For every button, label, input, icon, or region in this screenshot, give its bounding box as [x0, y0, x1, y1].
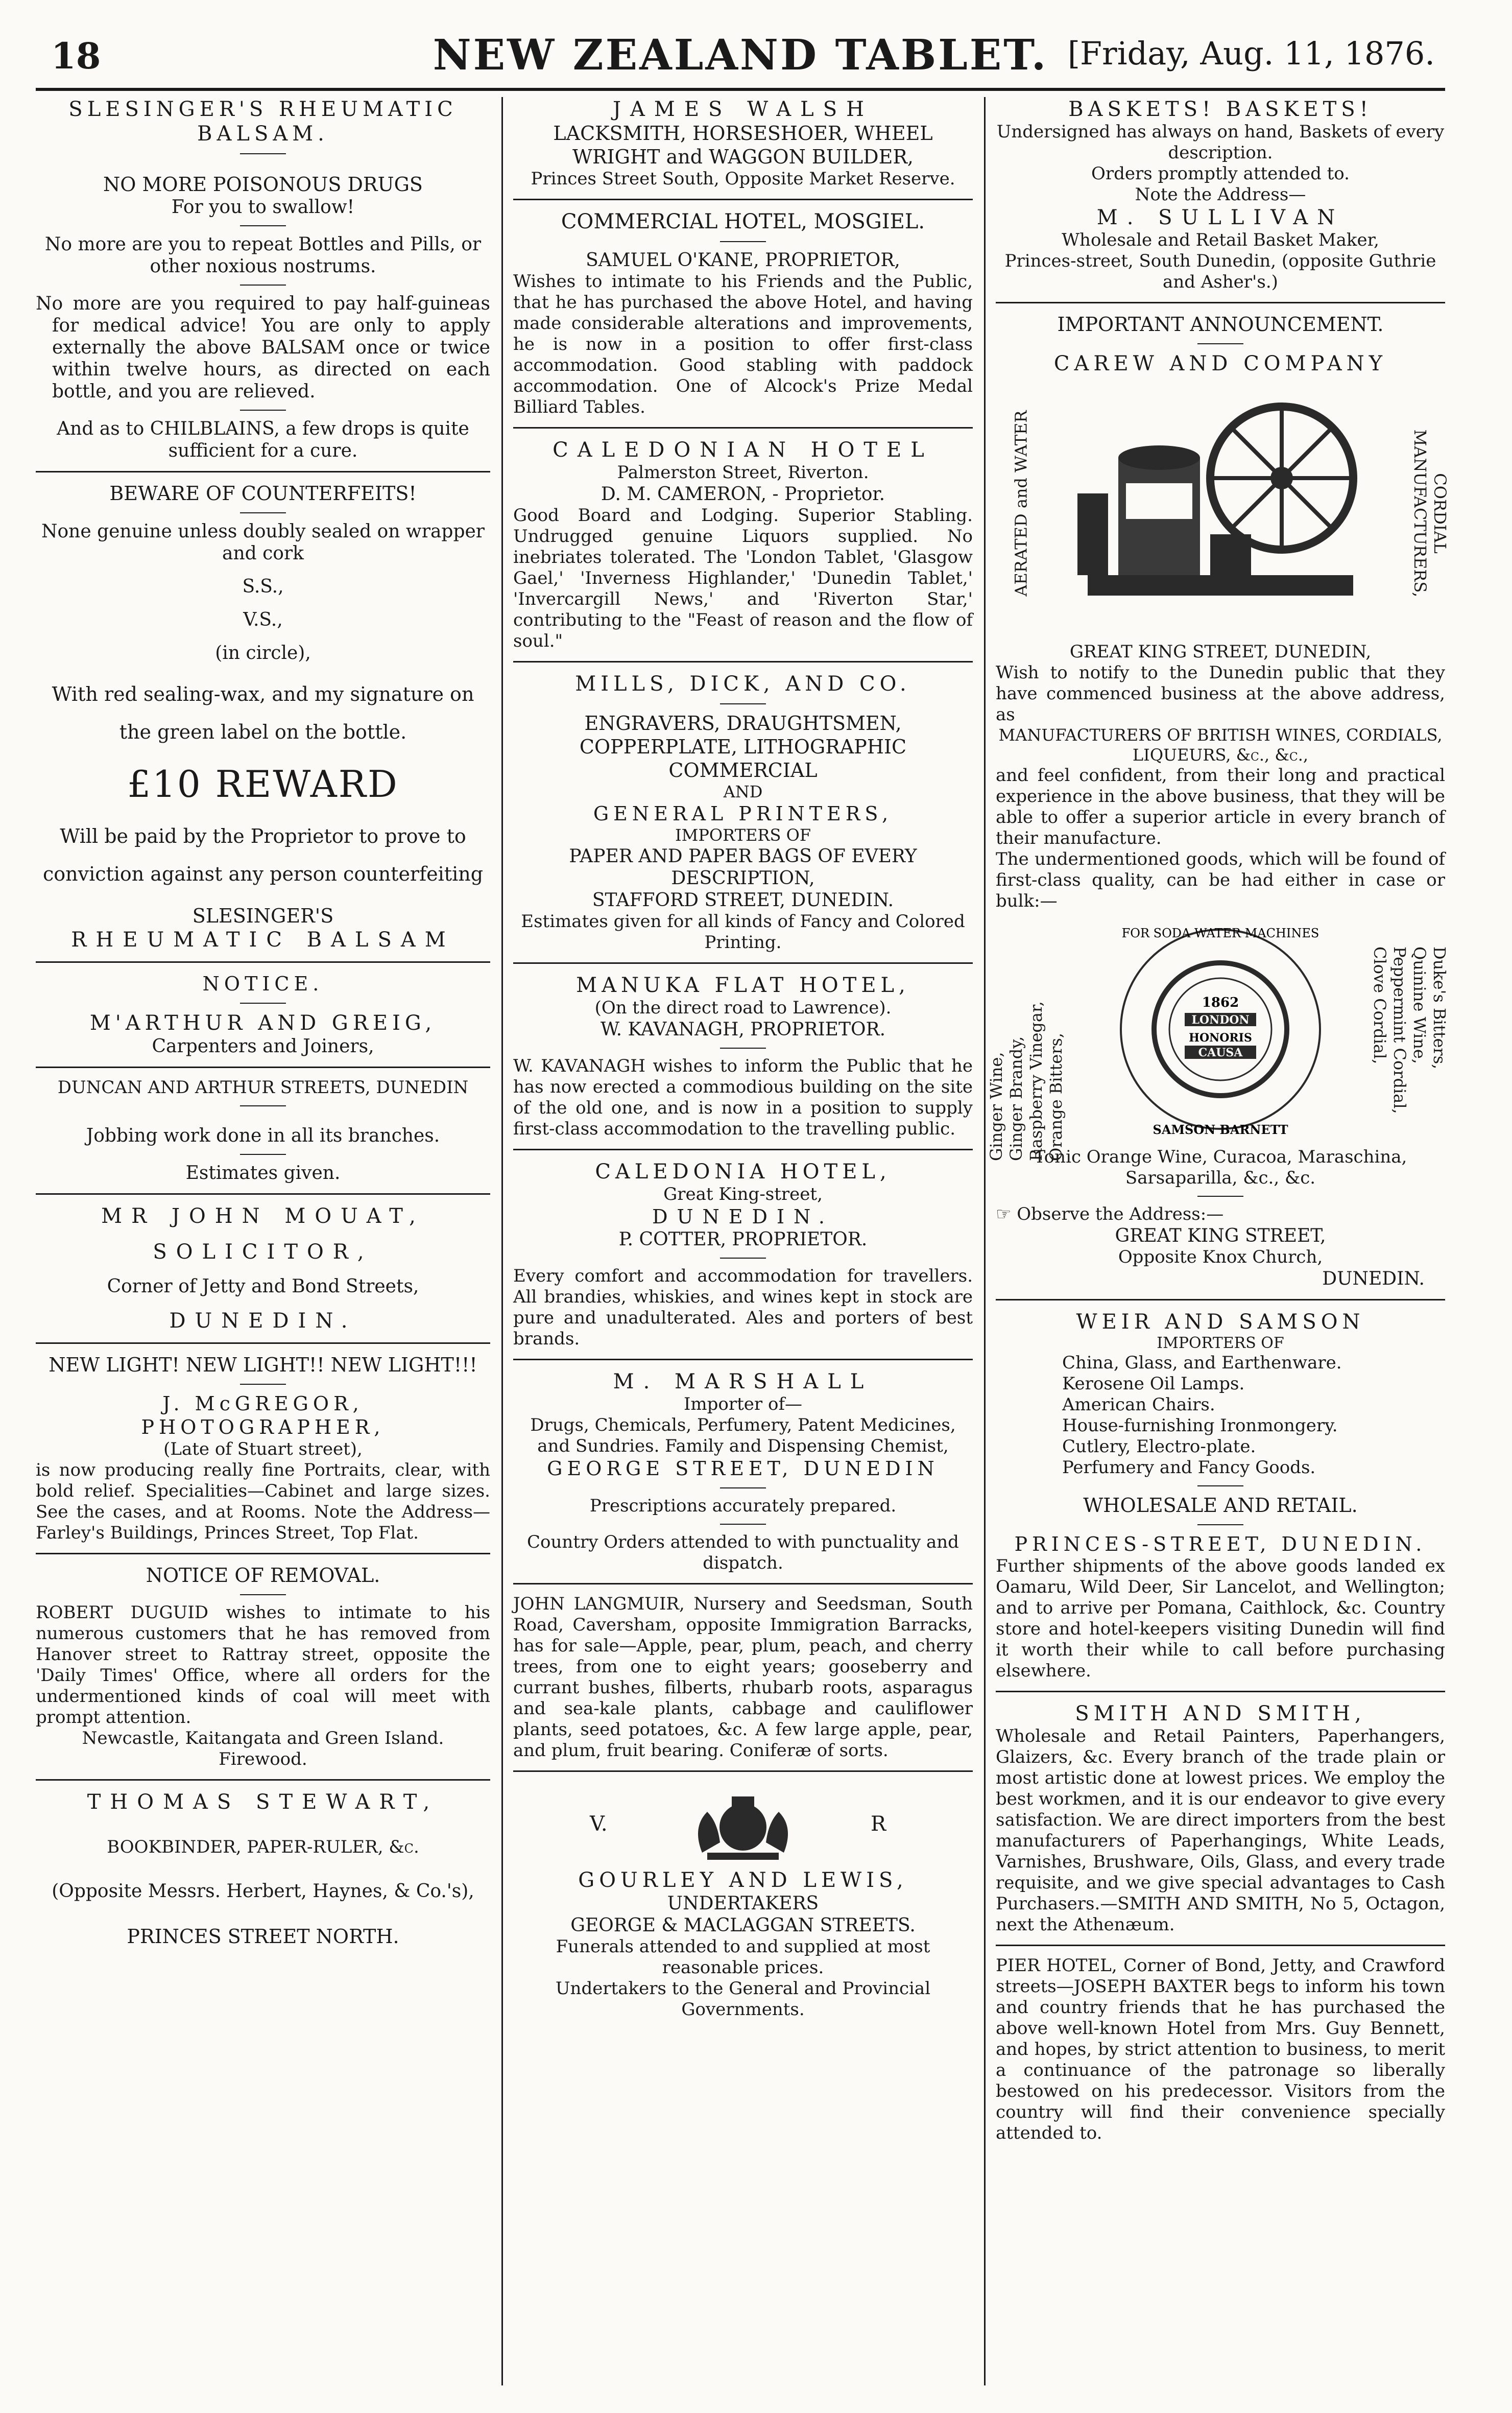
ad-heading: STAFFORD STREET, DUNEDIN.	[592, 890, 894, 911]
ad-heading: CAREW AND COMPANY	[1053, 352, 1387, 375]
ad-text: None genuine unless doubly sealed on wrapper and cork	[41, 521, 485, 564]
ad-text: BOOKBINDER, PAPER-RULER, &c.	[107, 1837, 419, 1857]
divider	[240, 1003, 286, 1004]
ad-heading: COPPERPLATE, LITHOGRAPHIC COMMERCIAL	[579, 736, 907, 782]
ad-heading: WEIR AND SAMSON	[1076, 1310, 1365, 1334]
divider	[240, 1105, 286, 1106]
ad-mcgregor	[36, 1353, 490, 1544]
pointing-hand-icon: ☞	[996, 1204, 1012, 1224]
observe-text: Observe the Address:—	[1017, 1204, 1224, 1224]
ad-text: No more are you to repeat Bottles and Pills, or other noxious nostrums.	[44, 234, 482, 277]
ad-text: Every comfort and accommodation for travellers. All brandies, whiskies, and wines kept in stock are pure and unadulterated. Ales and porters of best brands.	[513, 1266, 973, 1349]
ad-text: Jobbing work done in all its branches.	[86, 1125, 440, 1146]
divider	[240, 1154, 286, 1155]
product-item: Clove Cordial,	[1370, 947, 1389, 1064]
product-item: Quinine Wine,	[1410, 947, 1429, 1064]
medal-top-text: FOR SODA WATER MACHINES	[1121, 926, 1319, 940]
divider	[36, 1067, 490, 1068]
ad-text: W. KAVANAGH wishes to inform the Public that he has now erected a commodious building on the site of the old one, and is now in a position to supply first-class accommodation to the travelling public.	[513, 1056, 973, 1139]
product-item: Peppermint Cordial,	[1390, 947, 1409, 1114]
divider	[240, 1594, 286, 1595]
ad-heading: J. McGREGOR, PHOTOGRAPHER,	[141, 1392, 385, 1438]
ad-text: (Opposite Messrs. Herbert, Haynes, & Co.'s),	[52, 1881, 474, 1902]
list-item: House-furnishing Ironmongery.	[1062, 1415, 1338, 1436]
product-item: Duke's Bitters,	[1430, 947, 1449, 1070]
ad-text: Wholesale and Retail Basket Maker,	[1062, 230, 1379, 250]
divider	[513, 661, 973, 663]
ad-carew	[987, 313, 1450, 1290]
masthead	[36, 20, 1445, 87]
ad-text: For you to swallow!	[171, 197, 355, 218]
divider	[1197, 1196, 1243, 1197]
ad-heading: CALEDONIAN HOTEL	[553, 438, 933, 462]
ad-walsh	[513, 97, 973, 190]
ad-pier-hotel	[996, 1955, 1445, 2144]
ad-text: With red sealing-wax, and my signature on the green label on the bottle.	[52, 683, 474, 743]
ad-text: AND	[723, 782, 763, 801]
ad-text: GREAT KING STREET, DUNEDIN,	[1069, 642, 1372, 662]
ad-text: Princes Street South, Opposite Market Reserve.	[531, 169, 955, 189]
ad-text	[996, 1204, 1445, 1225]
ad-heading: GEORGE STREET, DUNEDIN	[547, 1457, 939, 1480]
vr-letter-r: R	[871, 1812, 886, 1836]
divider	[513, 962, 973, 964]
ad-text: Undertakers to the General and Provincial Governments.	[555, 1978, 931, 2020]
divider	[36, 961, 490, 963]
ad-text: SLESINGER'S	[192, 905, 334, 927]
ad-heading: DUNEDIN.	[1322, 1268, 1425, 1289]
ad-text: Note the Address—	[1135, 184, 1306, 205]
ad-slesinger	[36, 97, 490, 952]
medal-london: LONDON	[1191, 1013, 1250, 1027]
ad-smith-smith	[996, 1701, 1445, 1935]
divider	[720, 1258, 766, 1259]
ad-text: Further shipments of the above goods landed ex Oamaru, Wild Deer, Sir Lancelot, and Wellington; and to arrive per Pomana, Caithlock, &c. Country store and hotel-keepers visiting Dunedin will find it worth their while to call before purchasing elsewhere.	[996, 1556, 1445, 1681]
product-item: Ginger Wine,	[987, 1052, 1006, 1161]
ad-heading: MANUKA FLAT HOTEL,	[576, 974, 910, 997]
ad-heading: SAMUEL O'KANE, PROPRIETOR,	[586, 250, 900, 271]
list-item: American Chairs.	[1062, 1394, 1215, 1415]
ad-heading: SLESINGER'S RHEUMATIC BALSAM.	[68, 98, 458, 146]
ad-text: (in circle),	[215, 643, 311, 664]
ad-heading: IMPORTANT ANNOUNCEMENT.	[1057, 313, 1384, 336]
divider	[1197, 1524, 1243, 1525]
column-divider	[501, 97, 503, 2385]
divider	[996, 1691, 1445, 1692]
divider	[513, 199, 973, 200]
ad-text: Opposite Knox Church,	[1118, 1247, 1323, 1267]
divider	[513, 427, 973, 429]
ad-text: No more are you required to pay half-guineas for medical advice! You are only to apply externally the above BALSAM once or twice within twelve hours, as directed on each bottle, and you are relieved.	[36, 293, 490, 402]
ad-text: IMPORTERS OF	[1157, 1334, 1284, 1352]
ad-manuka	[513, 973, 973, 1140]
ad-text: Estimates given.	[185, 1163, 341, 1184]
ad-heading: M. MARSHALL	[613, 1370, 873, 1393]
ad-text: and feel confident, from their long and practical experience in the above business, that they will be able to offer a superior article in every branch of their manufacture.	[996, 765, 1445, 848]
medal-year: 1862	[1202, 995, 1239, 1010]
ad-heading: NOTICE.	[202, 973, 324, 995]
ad-weir-samson	[996, 1310, 1445, 1682]
ad-heading: W. KAVANAGH, PROPRIETOR.	[600, 1019, 886, 1040]
ad-heading: SOLICITOR,	[153, 1240, 373, 1264]
ad-text: Country Orders attended to with punctuality and dispatch.	[527, 1532, 959, 1573]
divider	[36, 1553, 490, 1554]
list-item: China, Glass, and Earthenware.	[1062, 1353, 1342, 1373]
ad-text: The undermentioned goods, which will be found of first-class quality, can be had either in case or bulk:—	[996, 849, 1445, 911]
ad-text: ROBERT DUGUID wishes to intimate to his numerous customers that he has removed from Hanover street to Rattray street, opposite the 'Daily Times' Office, where all orders for the undermentioned kinds of coal will meet with prompt attention.	[36, 1602, 490, 1728]
ad-text: Funerals attended to and supplied at most reasonable prices.	[556, 1936, 930, 1978]
ad-heading: PAPER AND PAPER BAGS OF EVERY DESCRIPTION,	[569, 846, 917, 889]
divider	[996, 302, 1445, 303]
ad-heading: COMMERCIAL HOTEL, MOSGIEL.	[561, 210, 925, 233]
ad-heading: RHEUMATIC BALSAM	[71, 928, 455, 952]
divider	[240, 225, 286, 226]
ad-heading: MILLS, DICK, AND CO.	[575, 672, 911, 696]
product-item: Raspberry Vinegar,	[1026, 1001, 1046, 1161]
ad-text: Estimates given for all kinds of Fancy and Colored Printing.	[521, 911, 965, 953]
divider	[240, 410, 286, 411]
ad-text: Undersigned has always on hand, Baskets of every description.	[996, 122, 1445, 163]
medal-honoris: HONORIS	[1189, 1031, 1252, 1045]
side-label-right: CORDIAL MANUFACTURERS,	[1410, 429, 1450, 598]
divider	[720, 1524, 766, 1525]
ad-notice	[36, 972, 490, 1184]
ad-heading: JAMES WALSH	[612, 98, 874, 121]
product-item: Orange Bitters,	[1046, 1032, 1066, 1161]
ad-text: Princes-street, South Dunedin, (opposite Guthrie and Asher's.)	[1004, 251, 1436, 292]
ad-caledonia-hotel	[513, 1160, 973, 1350]
ad-caledonian-hotel	[513, 438, 973, 652]
ad-text: V.S.,	[243, 609, 283, 630]
product-list-right	[1370, 947, 1449, 1161]
ad-text: Orders promptly attended to.	[1091, 163, 1350, 184]
ad-commercial-hotel	[513, 209, 973, 418]
column-divider	[984, 97, 986, 2385]
ad-heading: LACKSMITH, HORSESHOER, WHEEL WRIGHT and WAGGON BUILDER,	[553, 122, 933, 168]
list-item: Perfumery and Fancy Goods.	[1062, 1457, 1316, 1478]
ad-text: Importer of—	[683, 1394, 803, 1414]
divider	[996, 1299, 1445, 1300]
column-1	[36, 97, 490, 2385]
ad-text: JOHN LANGMUIR, Nursery and Seedsman, South Road, Caversham, opposite Immigration Barracks, has for sale—Apple, pear, plum, peach, and cherry trees, from one to eight years; gooseberry and currant bushes, filberts, rhubarb roots, asparagus and sea-kale plants, cabbage and cauliflower plants, seed potatoes, &c. A few large apple, pear, and plum, fruit bearing. Coniferæ of sorts.	[513, 1594, 973, 1761]
ad-text: Wholesale and Retail Painters, Paperhangers, Glaizers, &c. Every branch of the trade plain or most artistic done at lowest prices. We employ the best workmen, and it is our endeavor to give every satisfaction. We are direct importers from the best manufacturers of Paperhangings, White Leads, Varnishes, Brushware, Oils, Glass, and every trade requisite, and we give special advantages to Cash Purchasers.—SMITH AND SMITH, No 5, Octagon, next the Athenæum.	[996, 1726, 1445, 1935]
ad-heading: NO MORE POISONOUS DRUGS	[103, 173, 423, 196]
ad-text: PIER HOTEL, Corner of Bond, Jetty, and Crawford streets—JOSEPH BAXTER begs to inform his town and country friends that he has purchased the above well-known Hotel from Mrs. Guy Bennett, and hopes, by strict attention to business, to merit a continuance of the patronage so liberally bestowed on his predecessor. Visitors from the country will find their convenience specially attended to.	[996, 1955, 1445, 2143]
ad-heading: UNDERTAKERS	[667, 1893, 819, 1914]
divider	[513, 1359, 973, 1360]
divider	[1197, 343, 1243, 344]
ad-heading: BEWARE OF COUNTERFEITS!	[109, 482, 417, 505]
ad-heading: PRINCES STREET NORTH.	[127, 1925, 399, 1948]
ad-heading: CALEDONIA HOTEL,	[595, 1160, 891, 1184]
divider	[1197, 1485, 1243, 1486]
vr-letter-v: V.	[590, 1812, 608, 1836]
ad-heading: GENERAL PRINTERS,	[593, 802, 893, 825]
ad-heading: GREAT KING STREET,	[1115, 1225, 1326, 1246]
ad-text: is now producing really fine Portraits, clear, with bold relief. Specialities—Cabinet and large sizes. See the cases, and at Rooms. Note the Address—Farley's Buildings, Princes Street, Top Flat.	[36, 1460, 490, 1543]
list-item: Kerosene Oil Lamps.	[1062, 1374, 1245, 1394]
ad-text: (Late of Stuart street),	[163, 1439, 363, 1459]
newspaper-page	[36, 20, 1450, 2391]
ad-heading: BASKETS! BASKETS!	[1068, 98, 1373, 121]
ad-text: S.S.,	[242, 576, 284, 597]
divider	[240, 285, 286, 286]
divider	[36, 1342, 490, 1344]
ad-text: D. M. CAMERON, - Proprietor.	[601, 484, 885, 505]
medal-causa: CAUSA	[1198, 1046, 1243, 1059]
ad-mills-dick	[513, 672, 973, 953]
ad-heading: PRINCES-STREET, DUNEDIN.	[1014, 1533, 1427, 1555]
ad-text: Palmerston Street, Riverton.	[617, 462, 869, 483]
ad-heading: DUNEDIN.	[169, 1309, 357, 1333]
list-item: Cutlery, Electro-plate.	[1062, 1436, 1256, 1457]
product-item: Ginger Brandy,	[1006, 1036, 1026, 1161]
divider	[513, 1770, 973, 1772]
ad-marshall	[513, 1369, 973, 1574]
ad-text: Corner of Jetty and Bond Streets,	[107, 1276, 419, 1297]
ad-heading: THOMAS STEWART,	[87, 1790, 439, 1814]
divider	[36, 471, 490, 472]
ad-mouat	[36, 1204, 490, 1333]
ad-heading: GEORGE & MACLAGGAN STREETS.	[570, 1915, 916, 1936]
ad-stewart	[36, 1790, 490, 1948]
ad-heading: MR JOHN MOUAT,	[101, 1204, 425, 1228]
ad-text: Drugs, Chemicals, Perfumery, Patent Medicines, and Sundries. Family and Dispensing Chemist,	[530, 1415, 956, 1456]
ad-heading: WHOLESALE AND RETAIL.	[1083, 1494, 1358, 1517]
ad-text: (On the direct road to Lawrence).	[594, 998, 892, 1018]
reward-heading: £10 REWARD	[127, 763, 399, 806]
ad-langmuir	[513, 1594, 973, 1761]
ad-text: Carpenters and Joiners,	[152, 1036, 374, 1057]
divider	[36, 1193, 490, 1195]
product-list-left	[987, 947, 1066, 1161]
ad-heading: DUNEDIN.	[652, 1205, 834, 1228]
divider	[36, 1779, 490, 1781]
divider	[513, 1149, 973, 1150]
ad-heading: NEW LIGHT! NEW LIGHT!! NEW LIGHT!!!	[49, 1354, 477, 1376]
ad-text: DUNCAN AND ARTHUR STREETS, DUNEDIN	[57, 1077, 469, 1098]
divider	[996, 1945, 1445, 1946]
side-label-left: AERATED and WATER	[1011, 410, 1031, 597]
divider	[240, 153, 286, 154]
ad-text: Wish to notify to the Dunedin public that they have commenced business at the above address, as	[996, 663, 1445, 725]
ad-text: Prescriptions accurately prepared.	[589, 1496, 897, 1516]
ad-sullivan	[996, 97, 1445, 293]
ad-heading: M. SULLIVAN	[1096, 206, 1345, 229]
medal-illustration	[1118, 917, 1323, 1142]
soda-machine-illustration	[1057, 381, 1374, 626]
divider	[720, 241, 766, 242]
ad-text: Wishes to intimate to his Friends and the Public, that he has purchased the above Hotel, and having made considerable alterations and improvements, he is now in a position to offer first-class accommodation. Good stabling with paddock accommodation. One of Alcock's Prize Medal Billiard Tables.	[513, 271, 973, 417]
ad-heading: SMITH AND SMITH,	[1075, 1702, 1366, 1725]
ad-gourley-lewis	[513, 1781, 973, 2020]
weir-item-list	[996, 1353, 1445, 1478]
medal-bottom-text: SAMSON BARNETT	[1153, 1122, 1288, 1137]
carew-illustration-row	[996, 376, 1450, 642]
masthead-rule	[36, 88, 1445, 91]
newspaper-title: NEW ZEALAND TABLET.	[433, 31, 1048, 80]
ad-text: MANUFACTURERS OF BRITISH WINES, CORDIALS, LIQUEURS, &c., &c.,	[998, 725, 1443, 765]
column-2	[513, 97, 973, 2385]
royal-arms-icon	[671, 1781, 814, 1868]
medal-row	[987, 912, 1449, 1161]
ad-text: And as to CHILBLAINS, a few drops is quite sufficient for a cure.	[57, 418, 469, 461]
column-3	[987, 97, 1450, 2385]
ad-text: IMPORTERS OF	[675, 825, 811, 845]
divider	[513, 1583, 973, 1584]
ad-heading: P. COTTER, PROPRIETOR.	[618, 1229, 868, 1250]
ad-text: Good Board and Lodging. Superior Stabling. Undrugged genuine Liquors supplied. No inebriates tolerated. The 'London Tablet, 'Glasgow Gael,' 'Inverness Highlander,' 'Dunedin Tablet,' 'Invercargill News,' and 'Riverton Star,' contributing to the "Feast of reason and the flow of soul."	[513, 505, 973, 651]
divider	[240, 512, 286, 513]
ad-text: Great King-street,	[663, 1184, 823, 1204]
divider	[720, 703, 766, 704]
ad-heading: ENGRAVERS, DRAUGHTSMEN,	[584, 712, 902, 735]
ad-text: Firewood.	[219, 1749, 307, 1769]
ad-text: Newcastle, Kaitangata and Green Island.	[82, 1728, 444, 1748]
issue-date: [Friday, Aug. 11, 1876.	[1067, 35, 1435, 72]
royal-arms-row	[513, 1781, 973, 1868]
page-number: 18	[51, 35, 101, 77]
ad-heading: NOTICE OF REMOVAL.	[146, 1564, 380, 1587]
divider	[720, 1048, 766, 1049]
divider	[720, 1487, 766, 1488]
ad-heading: M'ARTHUR AND GREIG,	[89, 1011, 437, 1035]
divider	[240, 1384, 286, 1385]
ad-heading: GOURLEY AND LEWIS,	[578, 1868, 908, 1892]
ad-text: Will be paid by the Proprietor to prove to conviction against any person counterfeiting	[42, 825, 484, 885]
ad-text: Tonic Orange Wine, Curacoa, Maraschina, Sarsaparilla, &c., &c.	[1034, 1147, 1407, 1188]
ad-duguid	[36, 1564, 490, 1770]
